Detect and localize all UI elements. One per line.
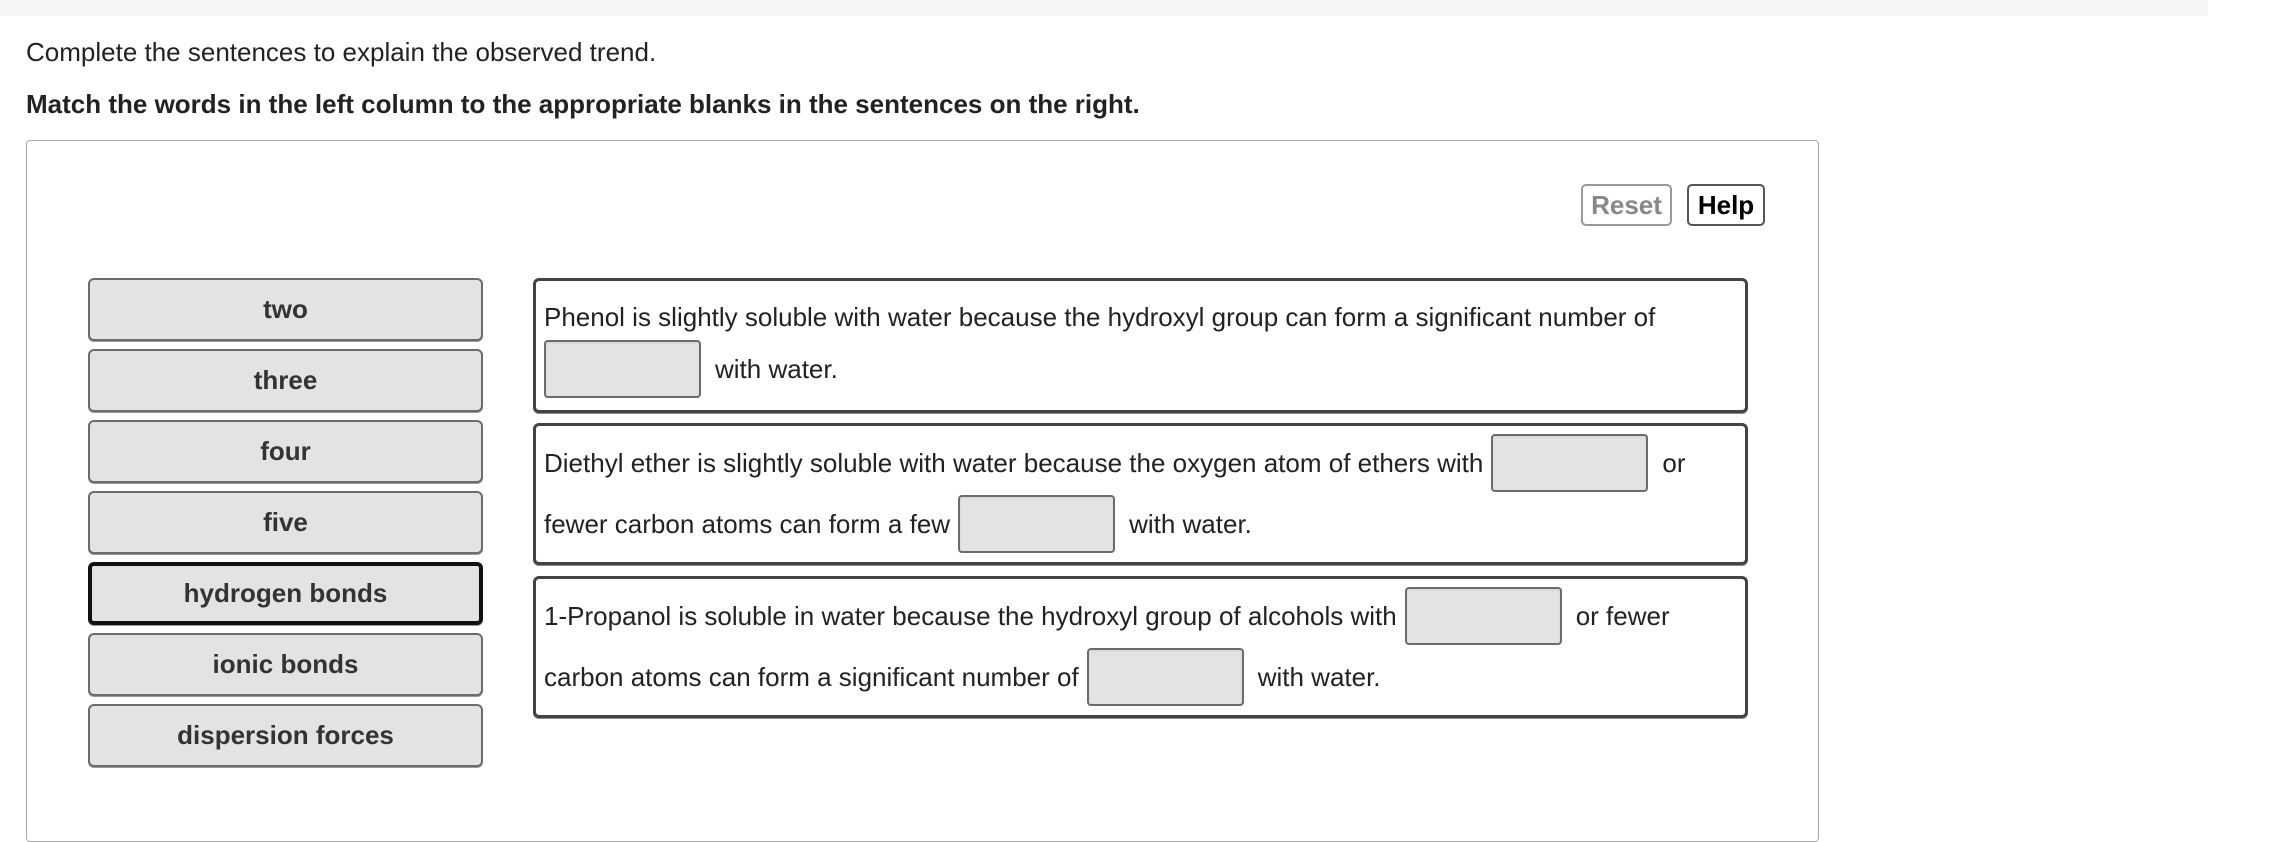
sentence-text: fewer carbon atoms can form a few [544, 509, 951, 539]
answer-blank[interactable] [1087, 648, 1244, 706]
word-tile-two[interactable]: two [88, 278, 483, 341]
word-tile-five[interactable]: five [88, 491, 483, 554]
answer-blank[interactable] [1405, 587, 1562, 645]
question-prompt: Complete the sentences to explain the observed trend. [26, 37, 657, 67]
answer-blank[interactable] [958, 495, 1115, 553]
word-tile-four[interactable]: four [88, 420, 483, 483]
word-tile-hydrogen-bonds[interactable]: hydrogen bonds [88, 562, 483, 625]
task-instruction: Match the words in the left column to the appropriate blanks in the sentences on the right. [26, 89, 1140, 119]
word-tile-three[interactable]: three [88, 349, 483, 412]
sentence-text: or fewer [1575, 601, 1670, 631]
sentence-text: Diethyl ether is slightly soluble with water because the oxygen atom of ethers with [544, 448, 1484, 478]
sentence-text: or [1662, 448, 1686, 478]
sentence-box-phenol [533, 278, 1748, 413]
sentence-text: carbon atoms can form a significant number of [544, 662, 1079, 692]
sentence-text: with water. [715, 354, 838, 384]
sentence-text: with water. [1129, 509, 1252, 539]
answer-blank[interactable] [544, 340, 701, 398]
reset-button[interactable]: Reset [1581, 184, 1672, 226]
sentence-box-1-propanol [533, 576, 1748, 718]
word-bank [88, 278, 483, 775]
sentence-text: 1-Propanol is soluble in water because the hydroxyl group of alcohols with [544, 601, 1397, 631]
top-bar [0, 0, 2208, 16]
word-tile-dispersion-forces[interactable]: dispersion forces [88, 704, 483, 767]
sentence-box-diethyl-ether [533, 423, 1748, 565]
help-button[interactable]: Help [1687, 184, 1765, 226]
sentence-text: with water. [1257, 662, 1381, 692]
answer-blank[interactable] [1491, 434, 1648, 492]
word-tile-ionic-bonds[interactable]: ionic bonds [88, 633, 483, 696]
sentence-text: Phenol is slightly soluble with water because the hydroxyl group can form a significant number of [544, 302, 1656, 332]
